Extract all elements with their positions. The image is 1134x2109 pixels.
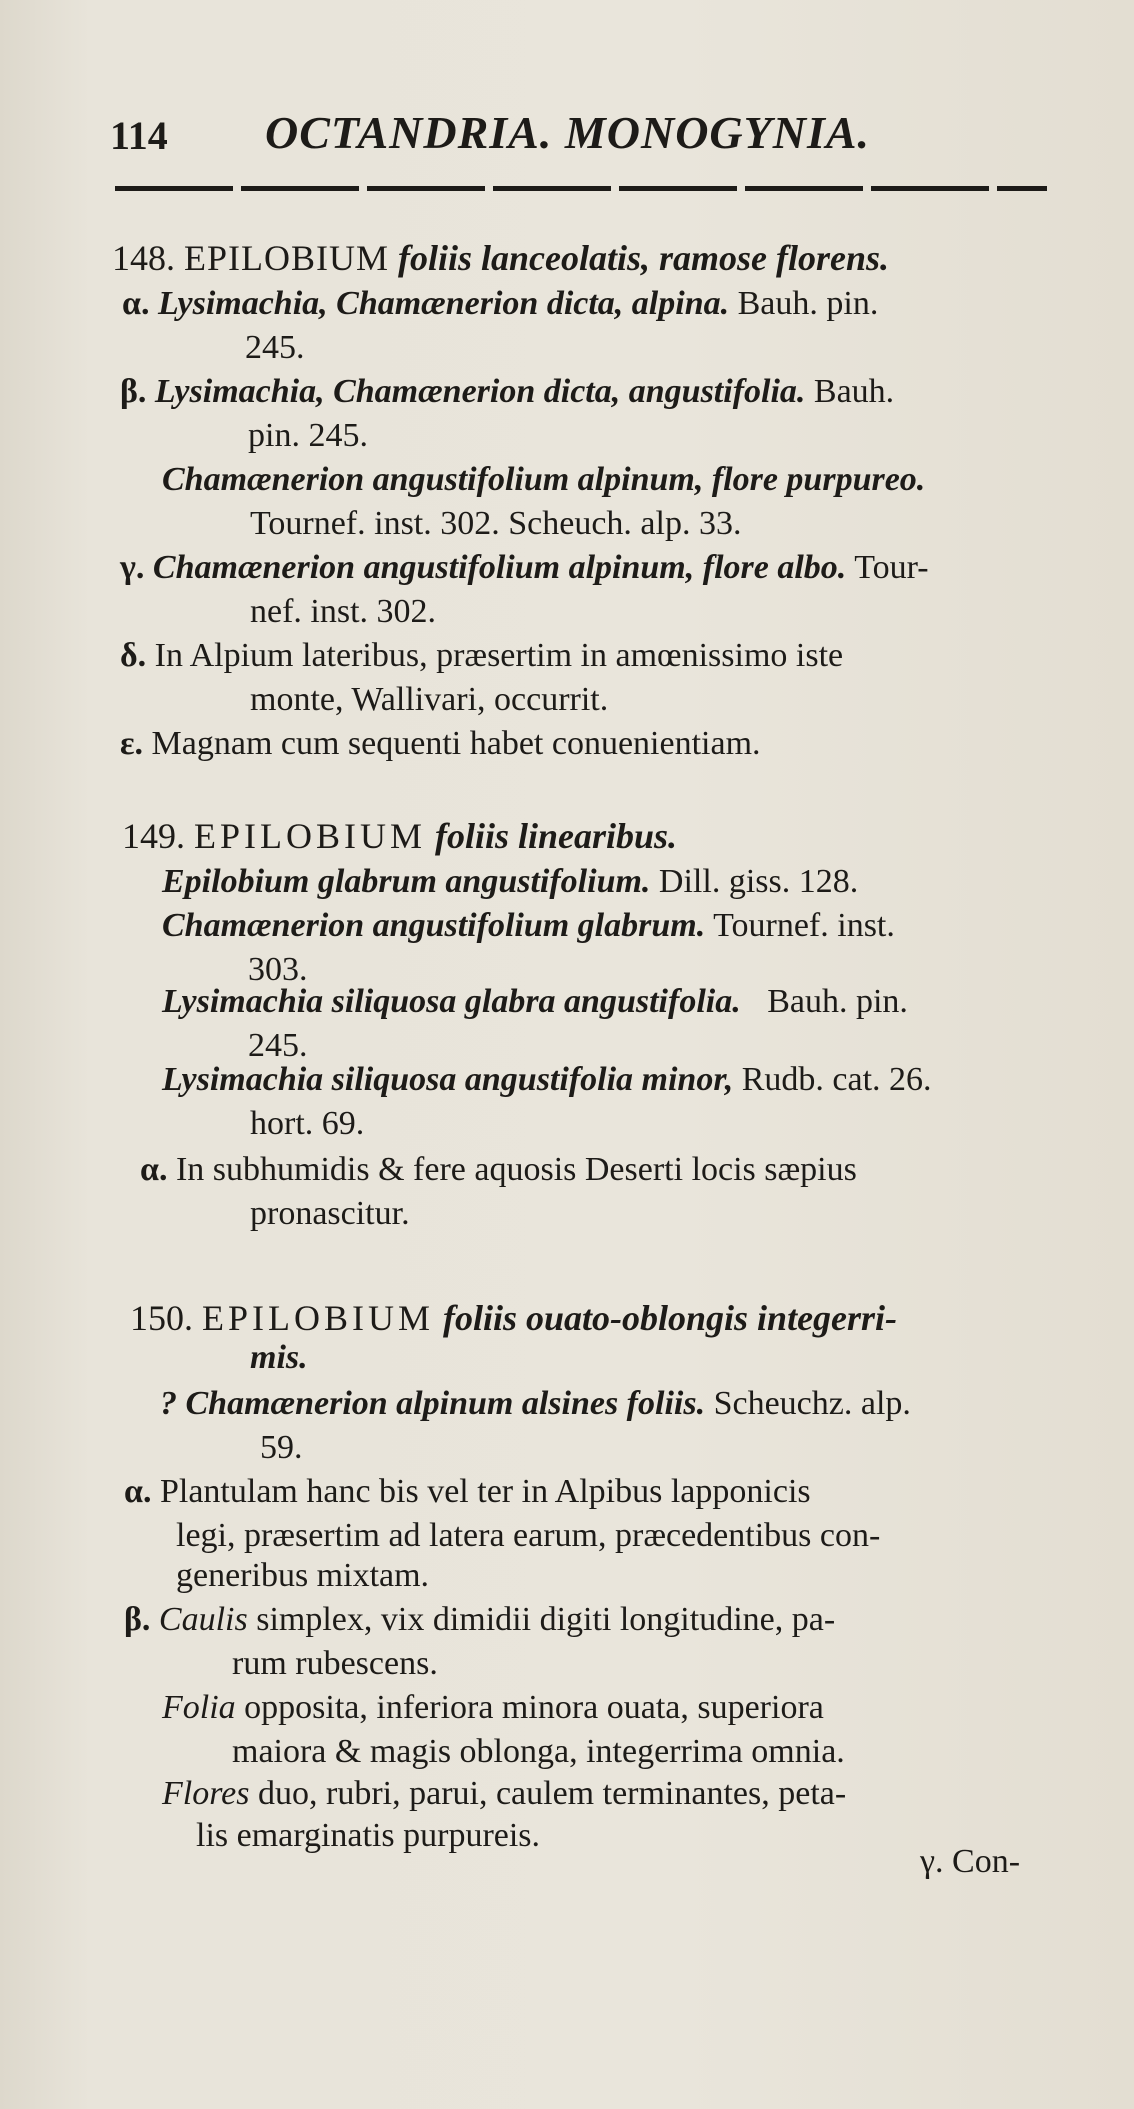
description-caulis-cont: rum rubescens. <box>232 1645 438 1682</box>
description-flores <box>162 1774 846 1814</box>
variety-marker: δ. <box>120 637 147 674</box>
diagnosis: foliis ouato-oblongis integerri- <box>443 1298 898 1338</box>
note-alpha <box>140 1150 857 1190</box>
synonym-text: Chamænerion angustifolium alpinum, flore purpureo. <box>162 461 926 498</box>
genus-name: EPILOBIUM <box>202 1298 434 1338</box>
synonym-questioned <box>160 1384 911 1424</box>
description-folia-cont: maiora & magis oblonga, integerrima omnia. <box>232 1733 845 1770</box>
note-text: Magnam cum sequenti habet conuenientiam. <box>151 725 761 762</box>
synonym-text: Chamænerion angustifolium alpinum, flore albo. <box>152 549 847 586</box>
note-text: In Alpium lateribus, præsertim in amœnissimo iste <box>154 637 844 674</box>
note-alpha <box>124 1472 811 1512</box>
reference: Bauh. <box>813 373 895 410</box>
variety-marker: ε. <box>120 725 144 762</box>
synonym-gamma <box>120 548 929 588</box>
synonym-text: ? Chamænerion alpinum alsines foliis. <box>160 1385 706 1422</box>
synonym-3 <box>162 982 908 1022</box>
catchword: γ. Con- <box>920 1843 1021 1880</box>
page-number: 114 <box>110 113 168 158</box>
synonym-beta <box>120 372 894 412</box>
synonym-chamaenerion <box>162 460 925 500</box>
note-epsilon <box>120 724 761 764</box>
variety-marker: α. <box>122 285 150 322</box>
variety-marker: β. <box>124 1601 151 1638</box>
description-text: simplex, vix dimidii digiti longitudine, pa- <box>256 1601 836 1638</box>
reference: Scheuchz. alp. <box>713 1385 911 1422</box>
note-text: Plantulam hanc bis vel ter in Alpibus lapponicis <box>159 1473 811 1510</box>
entry-150-heading <box>130 1298 897 1338</box>
synonym-3-cont: 245. <box>248 1027 308 1064</box>
note-alpha-cont: pronascitur. <box>250 1195 410 1232</box>
reference: Bauh. pin. <box>767 983 908 1020</box>
synonym-chamaenerion-ref: Tournef. inst. 302. Scheuch. alp. 33. <box>250 505 742 542</box>
synonym-beta-cont: pin. 245. <box>248 417 368 454</box>
note-alpha-cont-2: generibus mixtam. <box>176 1557 430 1594</box>
synonym-text: Lysimachia, Chamænerion dicta, alpina. <box>157 285 730 322</box>
synonym-alpha <box>122 284 878 324</box>
entry-148-heading <box>112 238 889 278</box>
genus-name: EPILOBIUM <box>194 816 426 856</box>
note-delta-cont: monte, Wallivari, occurrit. <box>250 681 609 718</box>
synonym-questioned-cont: 59. <box>260 1429 303 1466</box>
synonym-text: Lysimachia siliquosa glabra angustifolia. <box>162 983 741 1020</box>
description-caulis <box>124 1600 835 1640</box>
reference: Tour- <box>854 549 929 586</box>
description-text: opposita, inferiora minora ouata, superiora <box>244 1689 824 1726</box>
synonym-alpha-cont: 245. <box>245 329 305 366</box>
entry-149-heading <box>122 816 677 856</box>
synonym-4 <box>162 1060 932 1100</box>
synonym-text: Lysimachia siliquosa angustifolia minor, <box>162 1061 734 1098</box>
reference: Rudb. cat. 26. <box>741 1061 932 1098</box>
running-title: OCTANDRIA. MONOGYNIA. <box>265 107 871 158</box>
variety-marker: β. <box>120 373 147 410</box>
reference: Tournef. inst. <box>713 907 895 944</box>
synonym-text: Chamænerion angustifolium glabrum. <box>162 907 706 944</box>
variety-marker: α. <box>140 1151 168 1188</box>
synonym-2 <box>162 906 895 946</box>
term: Flores <box>162 1775 250 1812</box>
diagnosis-cont: mis. <box>250 1339 308 1376</box>
diagnosis: foliis linearibus. <box>435 816 678 856</box>
description-folia <box>162 1688 824 1728</box>
term: Caulis <box>158 1601 248 1638</box>
reference: Dill. giss. 128. <box>658 863 859 900</box>
note-text: In subhumidis & fere aquosis Deserti locis sæpius <box>175 1151 857 1188</box>
variety-marker: α. <box>124 1473 152 1510</box>
entry-number: 148. <box>112 238 175 278</box>
entry-number: 149. <box>122 816 185 856</box>
entry-number: 150. <box>130 1298 193 1338</box>
genus-name: EPILOBIUM <box>184 238 389 278</box>
description-flores-cont: lis emarginatis purpureis. <box>196 1817 541 1854</box>
synonym-text: Lysimachia, Chamænerion dicta, angustifolia. <box>154 373 806 410</box>
header-rule <box>115 186 1047 191</box>
diagnosis: foliis lanceolatis, ramose florens. <box>398 238 890 278</box>
synonym-4-cont: hort. 69. <box>250 1105 365 1142</box>
synonym-text: Epilobium glabrum angustifolium. <box>162 863 651 900</box>
note-alpha-cont-1: legi, præsertim ad latera earum, præcedentibus con- <box>176 1517 881 1554</box>
description-text: duo, rubri, parui, caulem terminantes, peta- <box>258 1775 847 1812</box>
synonym-gamma-cont: nef. inst. 302. <box>250 593 437 630</box>
variety-marker: γ. <box>120 549 145 586</box>
term: Folia <box>162 1689 236 1726</box>
reference: Bauh. pin. <box>737 285 879 322</box>
synonym-2-cont: 303. <box>248 951 308 988</box>
note-delta <box>120 636 843 676</box>
synonym-1 <box>162 862 858 902</box>
